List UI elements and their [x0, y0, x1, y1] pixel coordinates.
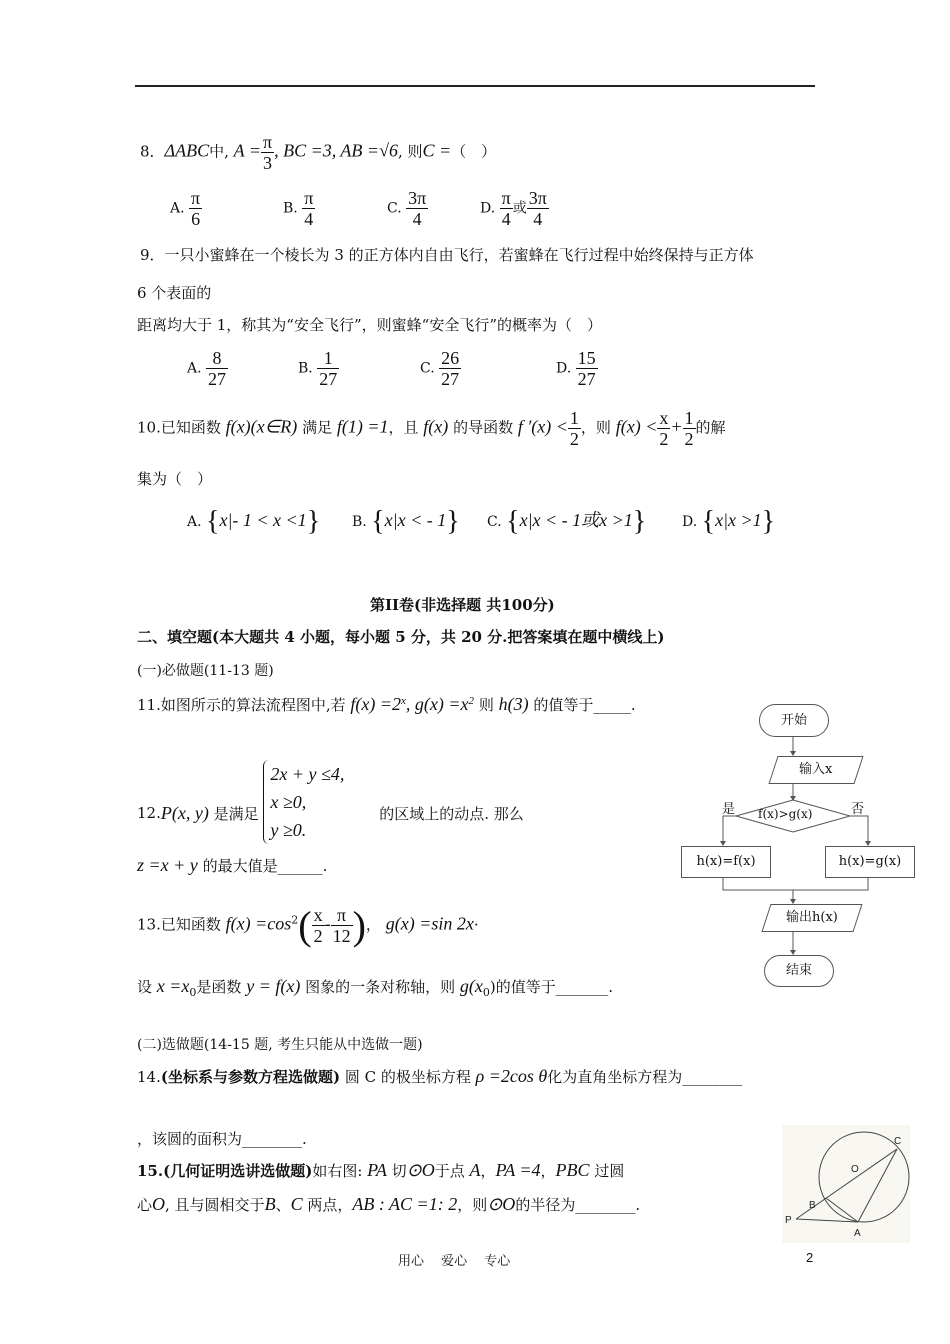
section-heading: 二、填空题(本大题共 4 小题，每小题 5 分，共 20 分.把答案填在题中横线上)	[137, 628, 665, 646]
q12-line2: z =x + y 的最大值是______.	[137, 855, 328, 875]
q8-frac: $\frac{\pi}{3}$	[263, 132, 273, 173]
geometry-figure	[782, 1125, 910, 1243]
question-15: 15.(几何证明选讲选做题)如右图: PA 切⊙O于点 A，PA =4，PBC 过圆	[137, 1160, 625, 1180]
q9-line1: 9．一只小蜜蜂在一个棱长为 3 的正方体内自由飞行，若蜜蜂在飞行过程中始终保持与正方体	[140, 246, 754, 264]
question-14: 14.(坐标系与参数方程选做题) 圆 C 的极坐标方程 ρ =2cos θ化为直角坐标方程为________	[137, 1066, 743, 1086]
page-number: 2	[806, 1250, 814, 1265]
geo-label-p: P	[785, 1215, 792, 1226]
geo-label-o: O	[851, 1164, 859, 1175]
q8-option-d: D. $\frac{\pi}{4}$ 或 $\frac{3\pi}{4}$	[480, 188, 547, 229]
q8-text: 中,	[209, 142, 229, 161]
geo-label-b: B	[809, 1200, 816, 1211]
question-13: 13.已知函数 $f(x) =\cos^2$( $\frac{x}{2}$ - $\frac{\pi}{12}$ )， g(x) =sin 2x·	[137, 903, 479, 948]
q9-option-d: D. $\frac{15}{27}$	[556, 348, 596, 389]
q15-line2: 心O, 且与圆相交于B、C 两点，AB : AC =1: 2，则⊙O的半径为________.	[137, 1194, 641, 1214]
q10-line2: 集为（ ）	[137, 470, 213, 488]
flow-input: 输入x	[768, 756, 863, 784]
flow-output: 输出h(x)	[761, 904, 862, 932]
question-10: 10.已知函数 f(x)(x∈R) 满足 f(1) =1，且 f(x) 的导函数 f ′(x) < $\frac{1}{2}$ ，则 f(x) < $\frac{x}{2}$ + $\frac{1}{2}$ 的解	[137, 408, 726, 449]
flow-left-box: h(x)=f(x)	[681, 846, 771, 878]
q8-number: 8．	[140, 142, 165, 161]
flow-condition: f(x)>g(x)	[758, 807, 813, 821]
q9-option-b: B. $\frac{1}{27}$	[298, 348, 338, 389]
q10-option-c: C. {x|x < - 1或x >1}	[487, 506, 647, 537]
question-12: 12.P(x, y) 是满足 2x + y ≤4, x ≥0, y ≥0. 的区域上的动点. 那么	[137, 760, 524, 844]
question-11: 11.如图所示的算法流程图中,若 $f(x) =2^x$, $g(x) =x^2$ 则 h(3) 的值等于_____.	[137, 694, 636, 714]
part2-title: 第II卷(非选择题 共100分)	[370, 596, 555, 614]
q9-option-a: A. $\frac{8}{27}$	[187, 348, 227, 389]
q8-angle-a: A =	[233, 140, 261, 161]
footer-slogan: 用心 爱心 专心	[398, 1254, 511, 1269]
flow-yes: 是	[722, 802, 736, 817]
q9-option-c: C. $\frac{26}{27}$	[420, 348, 460, 389]
q10-option-b: B. {x|x < - 1}	[352, 506, 460, 537]
flow-end: 结束	[764, 955, 834, 987]
subsection-optional: (二)选做题(14-15 题, 考生只能从中选做一题)	[137, 1037, 423, 1053]
q9-line2: 6 个表面的	[137, 284, 212, 302]
q8-bc: , BC =3	[274, 140, 332, 161]
flow-start: 开始	[759, 704, 829, 737]
flow-right-box: h(x)=g(x)	[825, 846, 915, 878]
q8-option-c: C. $\frac{3\pi}{4}$	[387, 188, 427, 229]
q8-paren: （ ）	[451, 142, 497, 161]
question-8	[140, 132, 496, 173]
header-rule	[135, 85, 815, 87]
q10-option-d: D. {x|x >1}	[682, 506, 776, 537]
q8-then: , 则	[397, 142, 423, 161]
q8-option-a: A. $\frac{\pi}{6}$	[170, 188, 201, 229]
q10-option-a: A. {x|- 1 < x <1}	[187, 506, 321, 537]
q14-line2: ，该圆的面积为________.	[137, 1130, 307, 1148]
q8-c: C =	[422, 140, 452, 161]
flow-no: 否	[851, 802, 865, 817]
geo-label-a: A	[854, 1228, 861, 1239]
q8-option-b: B. $\frac{\pi}{4}$	[283, 188, 314, 229]
q9-line3: 距离均大于 1，称其为“安全飞行”，则蜜蜂“安全飞行”的概率为（ ）	[137, 316, 602, 334]
subsection-required: (一)必做题(11-13 题)	[137, 663, 274, 679]
q8-ab: , AB =	[331, 140, 380, 161]
q13-line2: 设 $x =x_0$是函数 y = f(x) 图象的一条对称轴，则 $g(x_0)$的值等于_______.	[137, 976, 614, 999]
q8-sqrt: √6	[379, 140, 398, 161]
q8-triangle: ΔABC	[164, 140, 210, 161]
geo-label-c: C	[894, 1136, 902, 1147]
